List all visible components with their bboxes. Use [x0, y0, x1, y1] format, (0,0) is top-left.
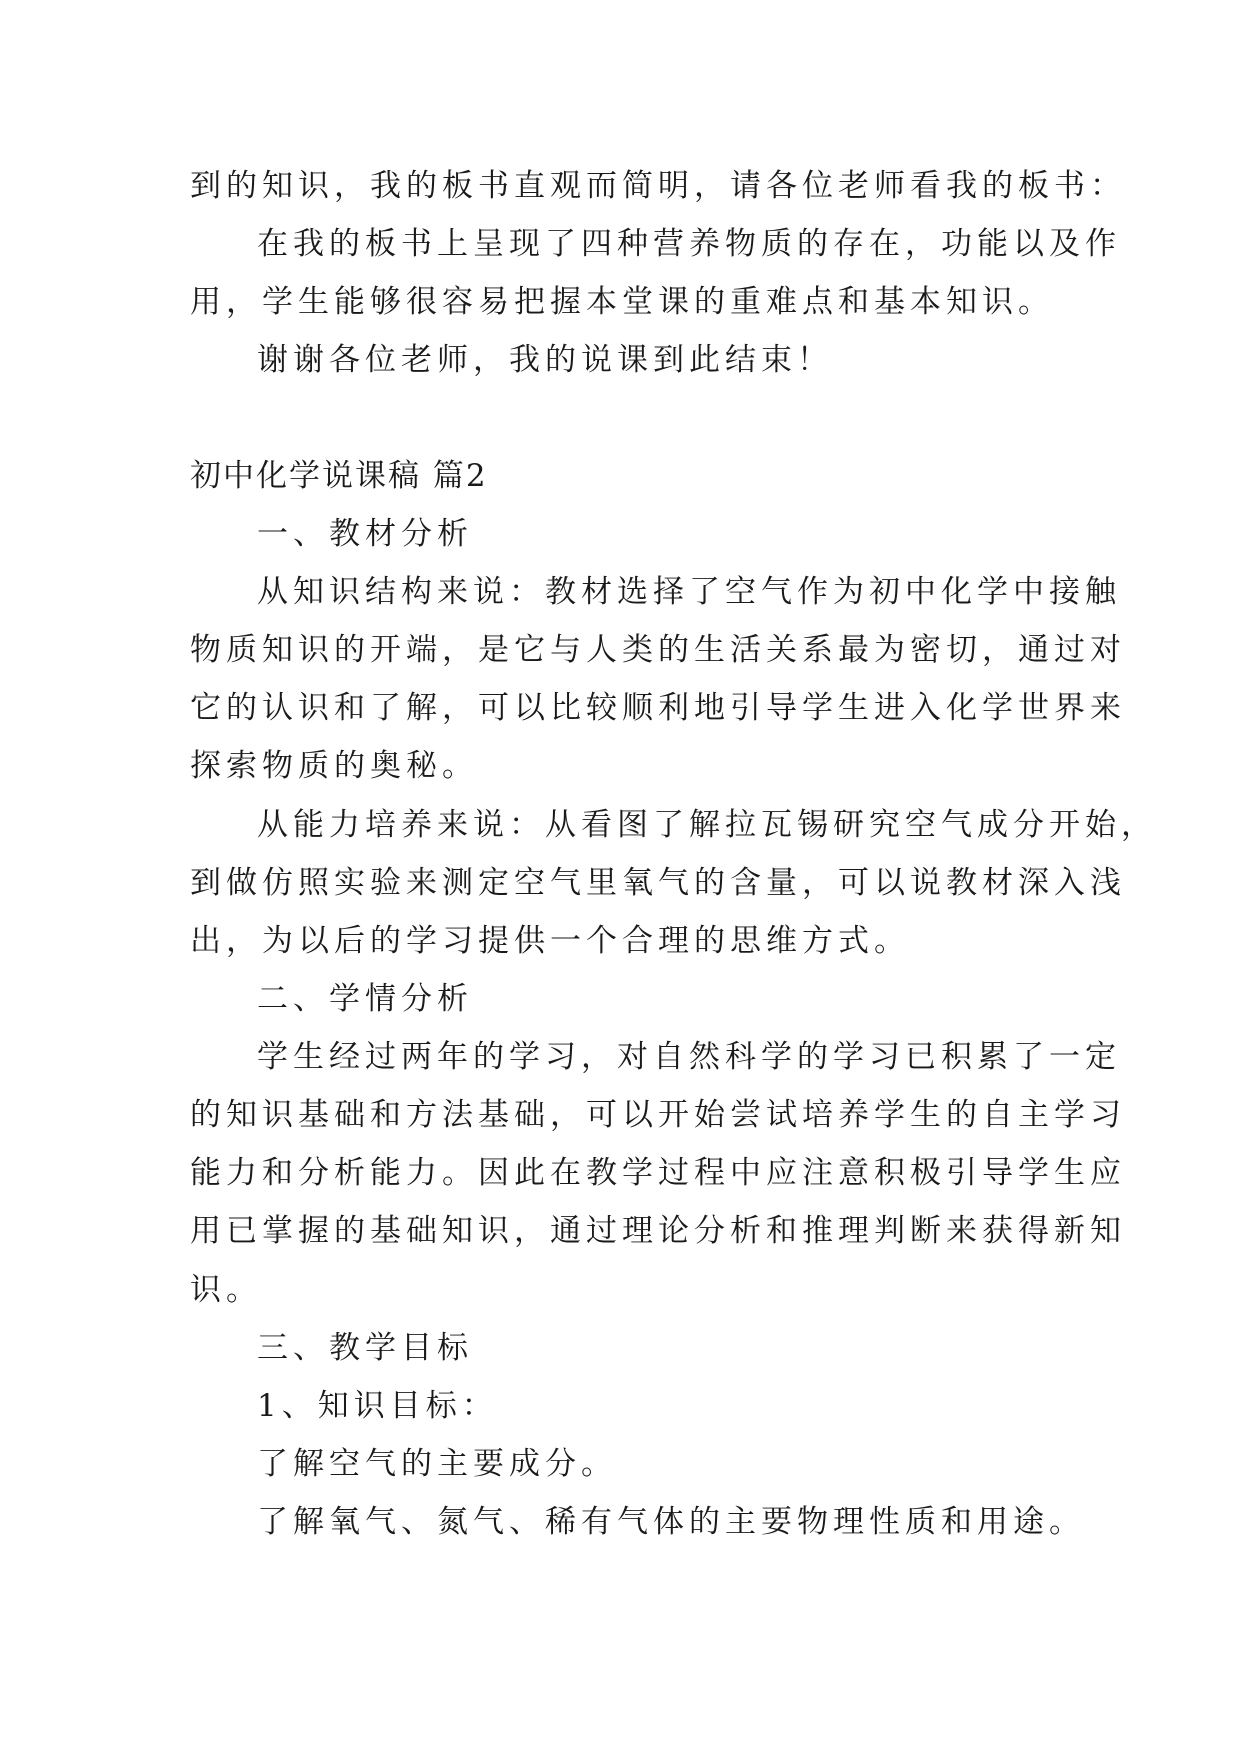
paragraph-line: 用，学生能够很容易把握本堂课的重难点和基本知识。 — [190, 284, 1054, 320]
subsection-heading: 1、知识目标： — [257, 1388, 498, 1424]
paragraph-line: 的知识基础和方法基础，可以开始尝试培养学生的自主学习 — [190, 1097, 1126, 1133]
paragraph-line: 了解氧气、氮气、稀有气体的主要物理性质和用途。 — [257, 1504, 1085, 1540]
paragraph-line: 它的认识和了解，可以比较顺利地引导学生进入化学世界来 — [190, 690, 1126, 726]
paragraph-line: 能力和分析能力。因此在教学过程中应注意积极引导学生应 — [190, 1155, 1126, 1191]
paragraph-line: 了解空气的主要成分。 — [257, 1446, 617, 1482]
paragraph-line: 学生经过两年的学习，对自然科学的学习已积累了一定 — [257, 1039, 1121, 1075]
paragraph-line: 出，为以后的学习提供一个合理的思维方式。 — [190, 923, 910, 959]
paragraph-line: 物质知识的开端，是它与人类的生活关系最为密切，通过对 — [190, 632, 1126, 668]
section-heading: 二、学情分析 — [257, 981, 473, 1017]
paragraph-line: 从知识结构来说：教材选择了空气作为初中化学中接触 — [257, 574, 1121, 610]
paragraph-line: 谢谢各位老师，我的说课到此结束！ — [257, 342, 833, 378]
paragraph-line: 用已掌握的基础知识，通过理论分析和推理判断来获得新知 — [190, 1213, 1126, 1249]
section-title: 初中化学说课稿 篇2 — [190, 458, 488, 494]
paragraph-line: 在我的板书上呈现了四种营养物质的存在，功能以及作 — [257, 226, 1121, 262]
paragraph-line: 到的知识，我的板书直观而简明，请各位老师看我的板书： — [190, 168, 1126, 204]
section-heading: 三、教学目标 — [257, 1330, 473, 1366]
section-heading: 一、教材分析 — [257, 516, 473, 552]
paragraph-line: 识。 — [190, 1272, 262, 1308]
paragraph-line: 到做仿照实验来测定空气里氧气的含量，可以说教材深入浅 — [190, 865, 1126, 901]
paragraph-line: 从能力培养来说：从看图了解拉瓦锡研究空气成分开始， — [257, 807, 1157, 843]
paragraph-line: 探索物质的奥秘。 — [190, 748, 478, 784]
